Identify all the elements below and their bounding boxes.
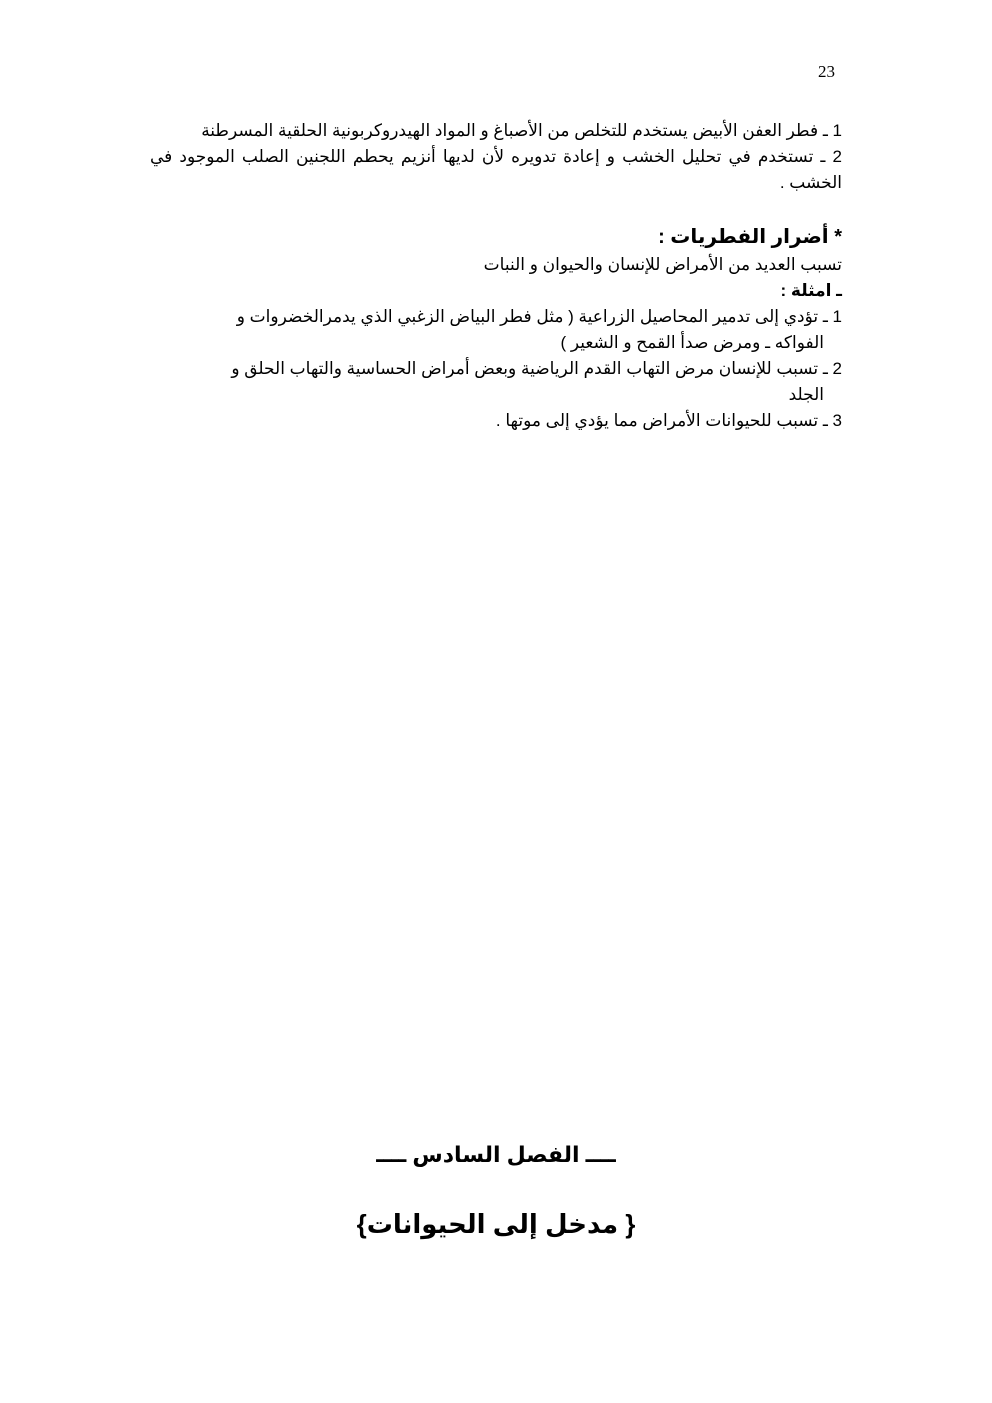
example-item-3-line-1: 3 ـ تسبب للحيوانات الأمراض مما يؤدي إلى موتها . [495,411,842,430]
example-item-3 [150,408,842,434]
uses-item-2: 2 ـ تستخدم في تحليل الخشب و إعادة تدويره لأن لديها أنزيم يحطم اللجنين الصلب الموجود في الخشب . [150,147,842,192]
uses-item-1: 1 ـ فطر العفن الأبيض يستخدم للتخلص من الأصباغ و المواد الهيدروكربونية الحلقية المسرطنة [201,121,842,140]
example-item-2-line-2: الجلد [788,385,824,404]
spacer [150,196,842,222]
example-item-2 [150,356,842,408]
chapter-subtitle: { مدخل إلى الحيوانات} [356,1209,636,1239]
example-item-1-line-1: 1 ـ تؤدي إلى تدمير المحاصيل الزراعية ( مثل فطر البياض الزغبي الذي يدمرالخضروات و [236,307,842,326]
harms-heading: * أضرار الفطريات : [658,226,842,248]
example-item-1-line-2: الفواكه ـ ومرض صدأ القمح و الشعير ) [560,333,824,352]
harms-intro: تسبب العديد من الأمراض للإنسان والحيوان و النبات [483,255,842,274]
page-body [150,118,842,434]
example-item-1 [150,304,842,356]
chapter-title: ــــ الفصل السادس ــــ [376,1142,616,1167]
example-item-2-line-1: 2 ـ تسبب للإنسان مرض التهاب القدم الرياضية وبعض أمراض الحساسية والتهاب الحلق و [231,359,842,378]
examples-label: ـ امثلة : [780,281,842,300]
page-number: 23 [818,62,835,81]
